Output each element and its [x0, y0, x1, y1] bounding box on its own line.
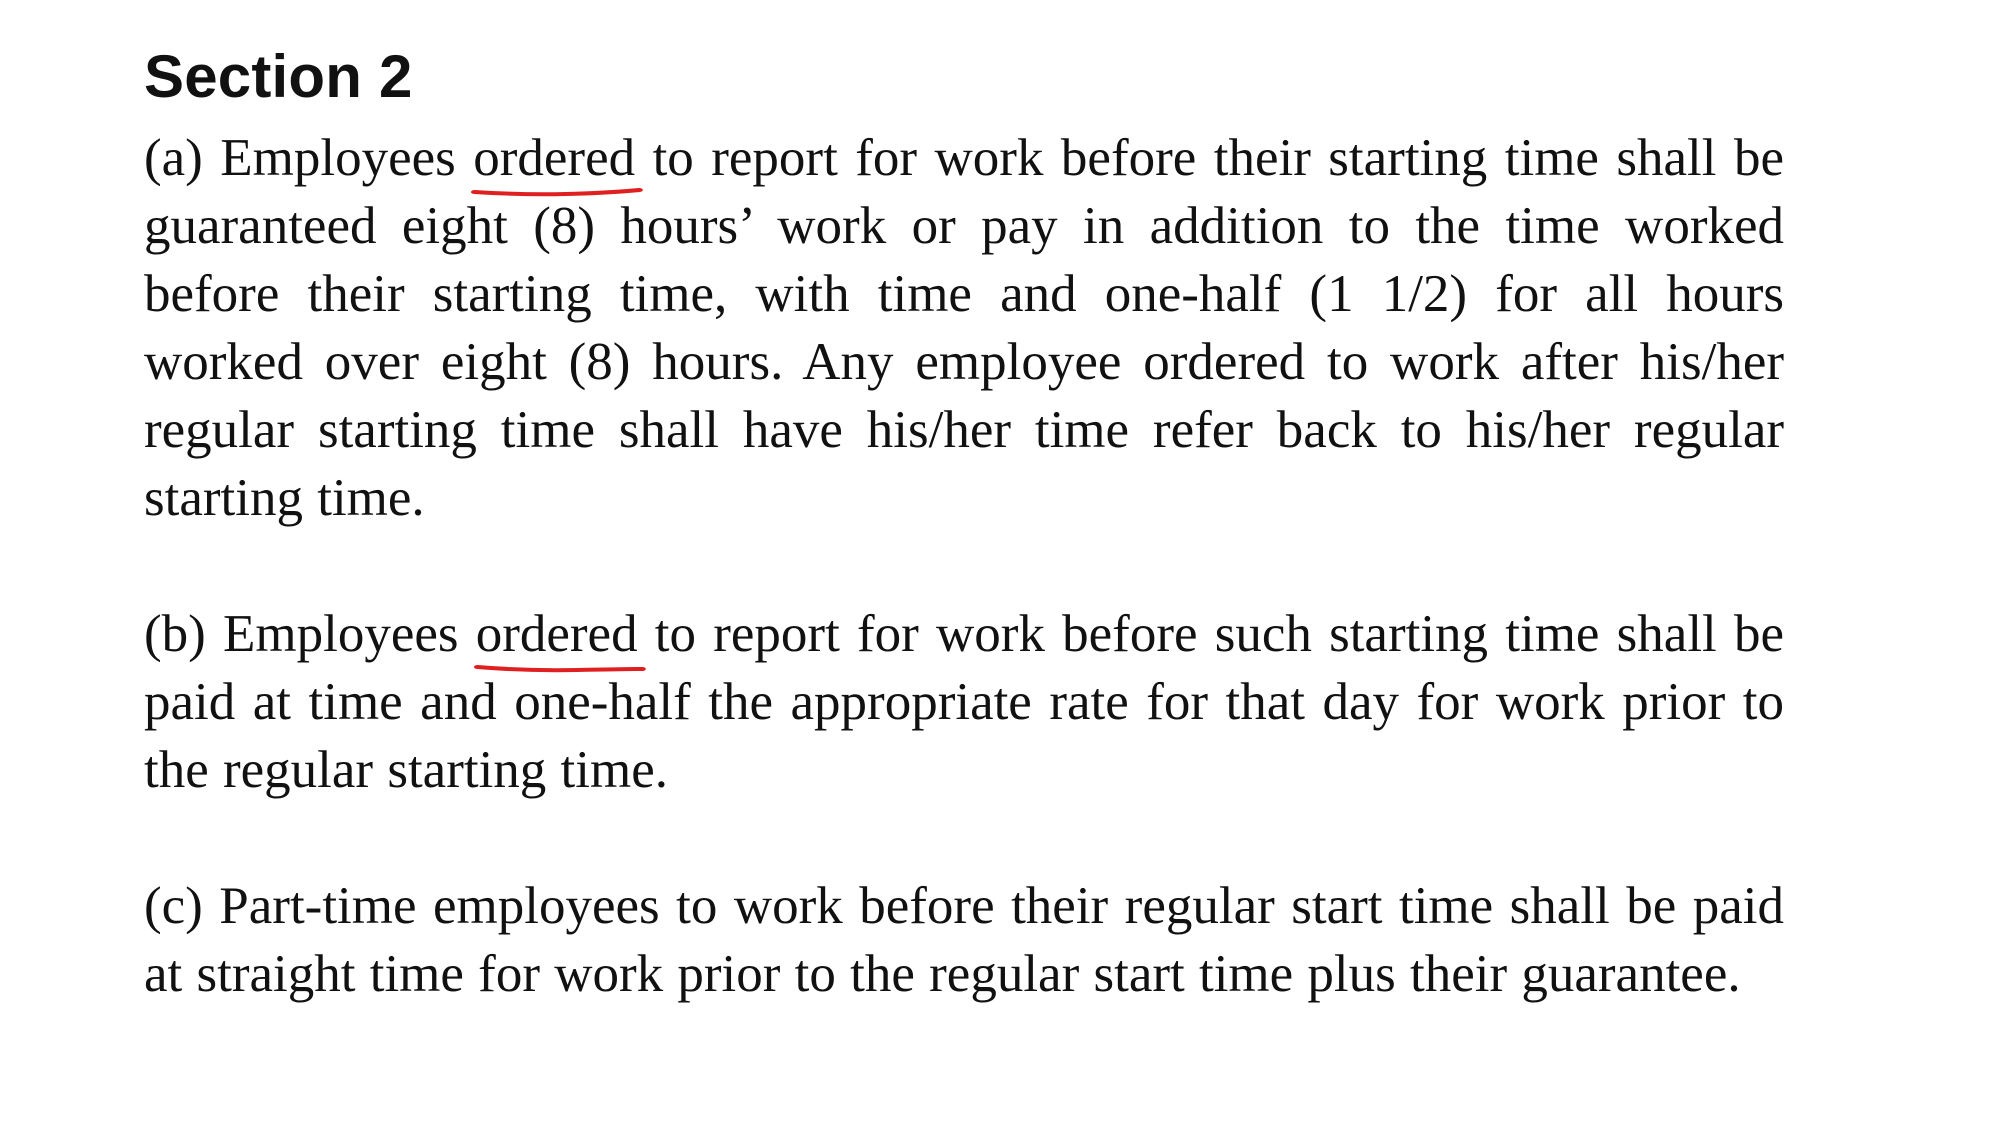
paragraph-c: (c) Part-time employees to work before their regular start time shall be paid at straight time for work prior to the regular start time plus their guarantee.	[144, 877, 1784, 1003]
paragraph-b-lead: (b) Employees	[144, 605, 476, 663]
paragraph-a-body: to report for work before their starting time shall be guaranteed eight (8) hours’ work or pay in addition to the time worked before their starting time, with time and one-half (1 1/2) for all hours worked over eight (8) hours. Any employee ordered to work after his/her regular starting time shall have his/her time refer back to his/her regular starting time.	[144, 129, 1784, 527]
highlighted-word-ordered	[476, 600, 638, 668]
highlighted-word-ordered	[473, 124, 635, 192]
document-page	[144, 40, 1784, 1008]
paragraph-a-lead: (a) Employees	[144, 129, 474, 187]
section-title: Section 2	[144, 43, 413, 110]
paragraph-b-body: to report for work before such starting time shall be paid at time and one-half the appropriate rate for that day for work prior to the regular starting time.	[144, 605, 1785, 799]
paragraph-a	[144, 124, 1784, 532]
highlighted-word-text: ordered	[475, 605, 638, 663]
paragraph-b	[144, 600, 1784, 804]
highlighted-word-text: ordered	[473, 129, 636, 187]
